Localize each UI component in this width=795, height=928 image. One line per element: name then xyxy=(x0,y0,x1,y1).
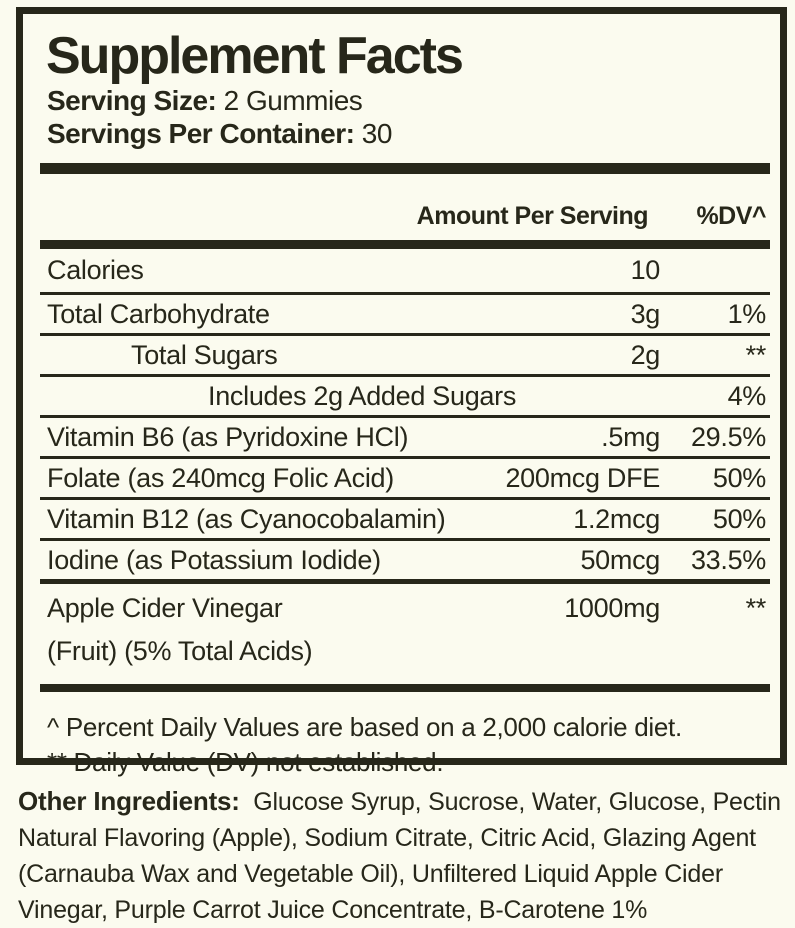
row-dv: 50% xyxy=(712,463,766,493)
row-label: Folate (as 240mcg Folic Acid) xyxy=(47,463,394,493)
supplement-facts-panel xyxy=(16,7,787,777)
row-label: Apple Cider Vinegar xyxy=(47,593,283,623)
row-dv: 4% xyxy=(727,381,766,411)
table-row-vitamin-b12 xyxy=(40,500,770,541)
row-dv: 29.5% xyxy=(690,422,766,452)
row-amount: 2g xyxy=(630,340,660,370)
row-amount: 50mcg xyxy=(580,545,660,575)
apple-cider-vinegar-subline: (Fruit) (5% Total Acids) xyxy=(47,636,313,666)
row-amount: 200mcg DFE xyxy=(505,463,660,493)
divider-thick-header xyxy=(40,240,770,249)
other-ingredients-line: Natural Flavoring (Apple), Sodium Citrate, Citric Acid, Glazing Agent xyxy=(18,824,756,852)
row-label: Includes 2g Added Sugars xyxy=(208,381,517,411)
panel-content xyxy=(23,28,780,780)
other-ingredients-label: Other Ingredients: xyxy=(18,786,240,816)
row-dv: 50% xyxy=(712,504,766,534)
row-amount: 10 xyxy=(630,255,660,285)
table-row-total-sugars xyxy=(40,336,770,377)
servings-per-container-label: Servings Per Container: xyxy=(47,118,355,149)
row-label: Vitamin B12 (as Cyanocobalamin) xyxy=(47,504,446,534)
amount-per-serving-header: Amount Per Serving xyxy=(416,202,648,230)
table-row-calories xyxy=(40,249,770,295)
divider-thick-footnote xyxy=(40,684,770,692)
other-ingredients-line: Glucose Syrup, Sucrose, Water, Glucose, Pectin xyxy=(253,788,781,816)
row-label: Total Carbohydrate xyxy=(47,299,270,329)
column-header-row xyxy=(40,174,770,240)
divider-thick-top xyxy=(40,163,770,174)
footnotes xyxy=(47,710,770,780)
serving-size-line xyxy=(47,84,770,117)
other-ingredients-line: (Carnauba Wax and Vegetable Oil), Unfiltered Liquid Apple Cider xyxy=(18,860,723,888)
servings-per-container-line xyxy=(47,117,770,150)
servings-per-container-value: 30 xyxy=(361,118,392,149)
row-dv: 33.5% xyxy=(690,545,766,575)
panel-title: Supplement Facts xyxy=(46,27,462,85)
row-dv xyxy=(662,249,766,292)
other-ingredients-line: Vinegar, Purple Carrot Juice Concentrate, B-Carotene 1% xyxy=(18,896,648,924)
table-row-vitamin-b6 xyxy=(40,418,770,459)
row-dv: ** xyxy=(745,593,766,623)
table-row-iodine xyxy=(40,541,770,584)
row-amount: 3g xyxy=(630,299,660,329)
table-row-apple-cider-vinegar xyxy=(40,589,770,627)
row-dv: ** xyxy=(745,340,766,370)
serving-size-label: Serving Size: xyxy=(47,85,217,116)
row-dv: 1% xyxy=(727,299,766,329)
row-amount: 1000mg xyxy=(564,593,660,623)
table-row-folate xyxy=(40,459,770,500)
percent-dv-header: %DV^ xyxy=(696,202,766,230)
serving-size-value: 2 Gummies xyxy=(223,85,363,116)
row-label: Iodine (as Potassium Iodide) xyxy=(47,545,381,575)
other-ingredients-section xyxy=(18,783,793,928)
table-row-added-sugars xyxy=(40,377,770,418)
footnote-daily-values: ^ Percent Daily Values are based on a 2,000 calorie diet. xyxy=(47,712,682,742)
row-label: Vitamin B6 (as Pyridoxine HCl) xyxy=(47,422,409,452)
footnote-dv-not-established: ** Daily Value (DV) not established. xyxy=(47,747,444,777)
row-label: Total Sugars xyxy=(131,340,278,370)
row-amount: 1.2mcg xyxy=(573,504,660,534)
row-label: Calories xyxy=(47,255,144,285)
row-amount: .5mg xyxy=(601,422,660,452)
table-row-total-carbohydrate xyxy=(40,295,770,336)
